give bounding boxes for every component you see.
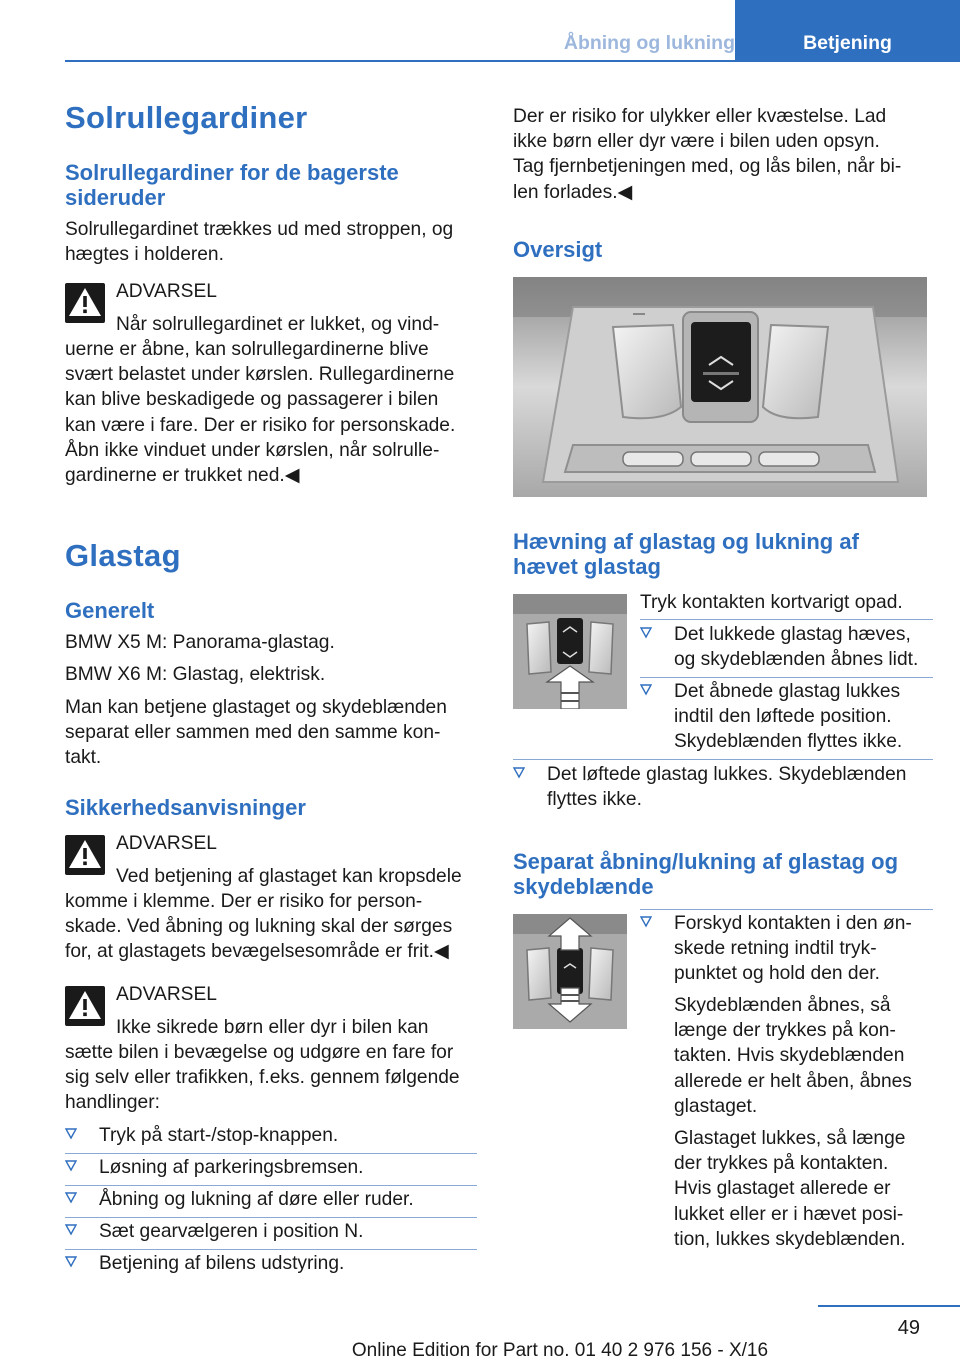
warning-text-first-line: Ikke sikrede børn eller dyr i bilen kan [116, 1017, 429, 1038]
warning-triangle-icon [65, 986, 105, 1026]
list-divider [65, 1185, 477, 1186]
list-divider [640, 619, 933, 620]
bullet-triangle-icon [65, 1224, 77, 1236]
warning-label: ADVARSEL [116, 833, 217, 854]
page-header [0, 0, 960, 62]
list-divider [640, 909, 933, 910]
paragraph-skydeblaenden: Skydeblænden åbnes, så længe der trykkes på kon- takten. Hvis skydeblænden allerede er helt åben, åbnes glastaget. [674, 995, 912, 1117]
list-item: Sæt gearvælgeren i position N. [65, 1219, 477, 1245]
list-item: Forskyd kontakten i den øn- skede retning indtil tryk- punktet og hold den der. [640, 911, 933, 989]
paragraph-x5: BMW X5 M: Panorama-glastag. [65, 632, 335, 653]
warning-text: komme i klemme. Der er risiko for person- skade. Ved åbning og lukning skal der sørges for, at glastagets bevægelsesområde er frit.◀ [65, 891, 453, 963]
footer-edition: Online Edition for Part no. 01 40 2 976 156 - X/16 [351, 1340, 769, 1361]
paragraph-risiko: Der er risiko for ulykker eller kvæstelse. Lad ikke børn eller dyr være i bilen uden opsyn. Tag fjernbetjeningen med, og lås bilen, når bi- len forlades.◀ [513, 106, 902, 203]
warning-label: ADVARSEL [116, 281, 217, 302]
tilt-switch-image [513, 594, 627, 709]
warning-triangle-icon [65, 283, 105, 323]
heading-haevning: Hævning af glastag og lukning af hævet glastag [513, 529, 859, 579]
list-item: Løsning af parkeringsbremsen. [65, 1155, 477, 1181]
warning-text: uerne er åbne, kan solrullegardinerne blive svært belastet under kørslen. Rullegardinerne kan blive beskadigede og passagerer i bilen kan være i fare. Der er risiko for personskade. Åbn ikke vinduet under kørslen, når solrulle- gardinerne er trukket ned.◀ [65, 339, 456, 487]
heading-sikkerhedsanvisninger: Sikkerhedsanvisninger [65, 795, 306, 820]
heading-solrullegardiner: Solrullegardiner [65, 100, 308, 135]
bullet-triangle-icon [640, 916, 652, 928]
header-rule [65, 60, 960, 62]
list-divider [65, 1249, 477, 1250]
warning-text-first-line: Ved betjening af glastaget kan kropsdele [116, 866, 462, 887]
list-item: Det lukkede glastag hæves, og skydeblænden åbnes lidt. [640, 622, 933, 674]
list-item: Det løftede glastag lukkes. Skydeblænden flyttes ikke. [513, 762, 933, 814]
list-item: Betjening af bilens udstyring. [65, 1251, 477, 1277]
bullet-triangle-icon [640, 684, 652, 696]
heading-oversigt: Oversigt [513, 237, 603, 262]
slide-switch-image [513, 914, 627, 1029]
warning-label: ADVARSEL [116, 984, 217, 1005]
list-item: Åbning og lukning af døre eller ruder. [65, 1187, 477, 1213]
list-item: Tryk på start-/stop-knappen. [65, 1123, 477, 1149]
paragraph-betjene: Man kan betjene glastaget og skydeblænden separat eller sammen med den samme kon- takt. [65, 697, 447, 769]
list-divider [65, 1217, 477, 1218]
overview-control-panel-image [513, 277, 927, 497]
bullet-triangle-icon [65, 1160, 77, 1172]
paragraph-glastaget: Glastaget lukkes, så længe der trykkes på kontakten. Hvis glastaget allerede er lukket eller er i hævet posi- tion, lukkes skydeblænden. [674, 1128, 906, 1250]
list-divider [640, 677, 933, 678]
footer-rule [818, 1305, 960, 1307]
paragraph-tryk: Tryk kontakten kortvarigt opad. [640, 592, 903, 613]
warning-text-first-line: Når solrullegardinet er lukket, og vind- [116, 314, 440, 335]
paragraph-x6: BMW X6 M: Glastag, elektrisk. [65, 664, 326, 685]
list-divider [65, 1153, 477, 1154]
bullet-triangle-icon [65, 1128, 77, 1140]
header-section: Åbning og lukning [563, 32, 735, 54]
paragraph-bagerste: Solrullegardinet trækkes ud med stroppen, og hægtes i holderen. [65, 219, 454, 266]
bullet-triangle-icon [513, 767, 525, 779]
list-divider [513, 759, 933, 760]
list-item: Det åbnede glastag lukkes indtil den løftede position. Skydeblænden flyttes ikke. [640, 679, 933, 757]
header-chapter: Betjening [735, 0, 960, 60]
heading-glastag: Glastag [65, 538, 181, 573]
heading-separat: Separat åbning/lukning af glastag og skydeblænde [513, 849, 899, 899]
warning-triangle-icon [65, 835, 105, 875]
bullet-triangle-icon [65, 1256, 77, 1268]
heading-bagerste-sideruder: Solrullegardiner for de bagerste sideruder [65, 160, 399, 210]
bullet-triangle-icon [640, 627, 652, 639]
warning-text: sætte bilen i bevægelse og udgøre en fare for sig selv eller trafikken, f.eks. gennem følgende handlinger: [65, 1042, 460, 1114]
bullet-triangle-icon [65, 1192, 77, 1204]
heading-generelt: Generelt [65, 598, 155, 623]
page-number: 49 [897, 1317, 920, 1339]
